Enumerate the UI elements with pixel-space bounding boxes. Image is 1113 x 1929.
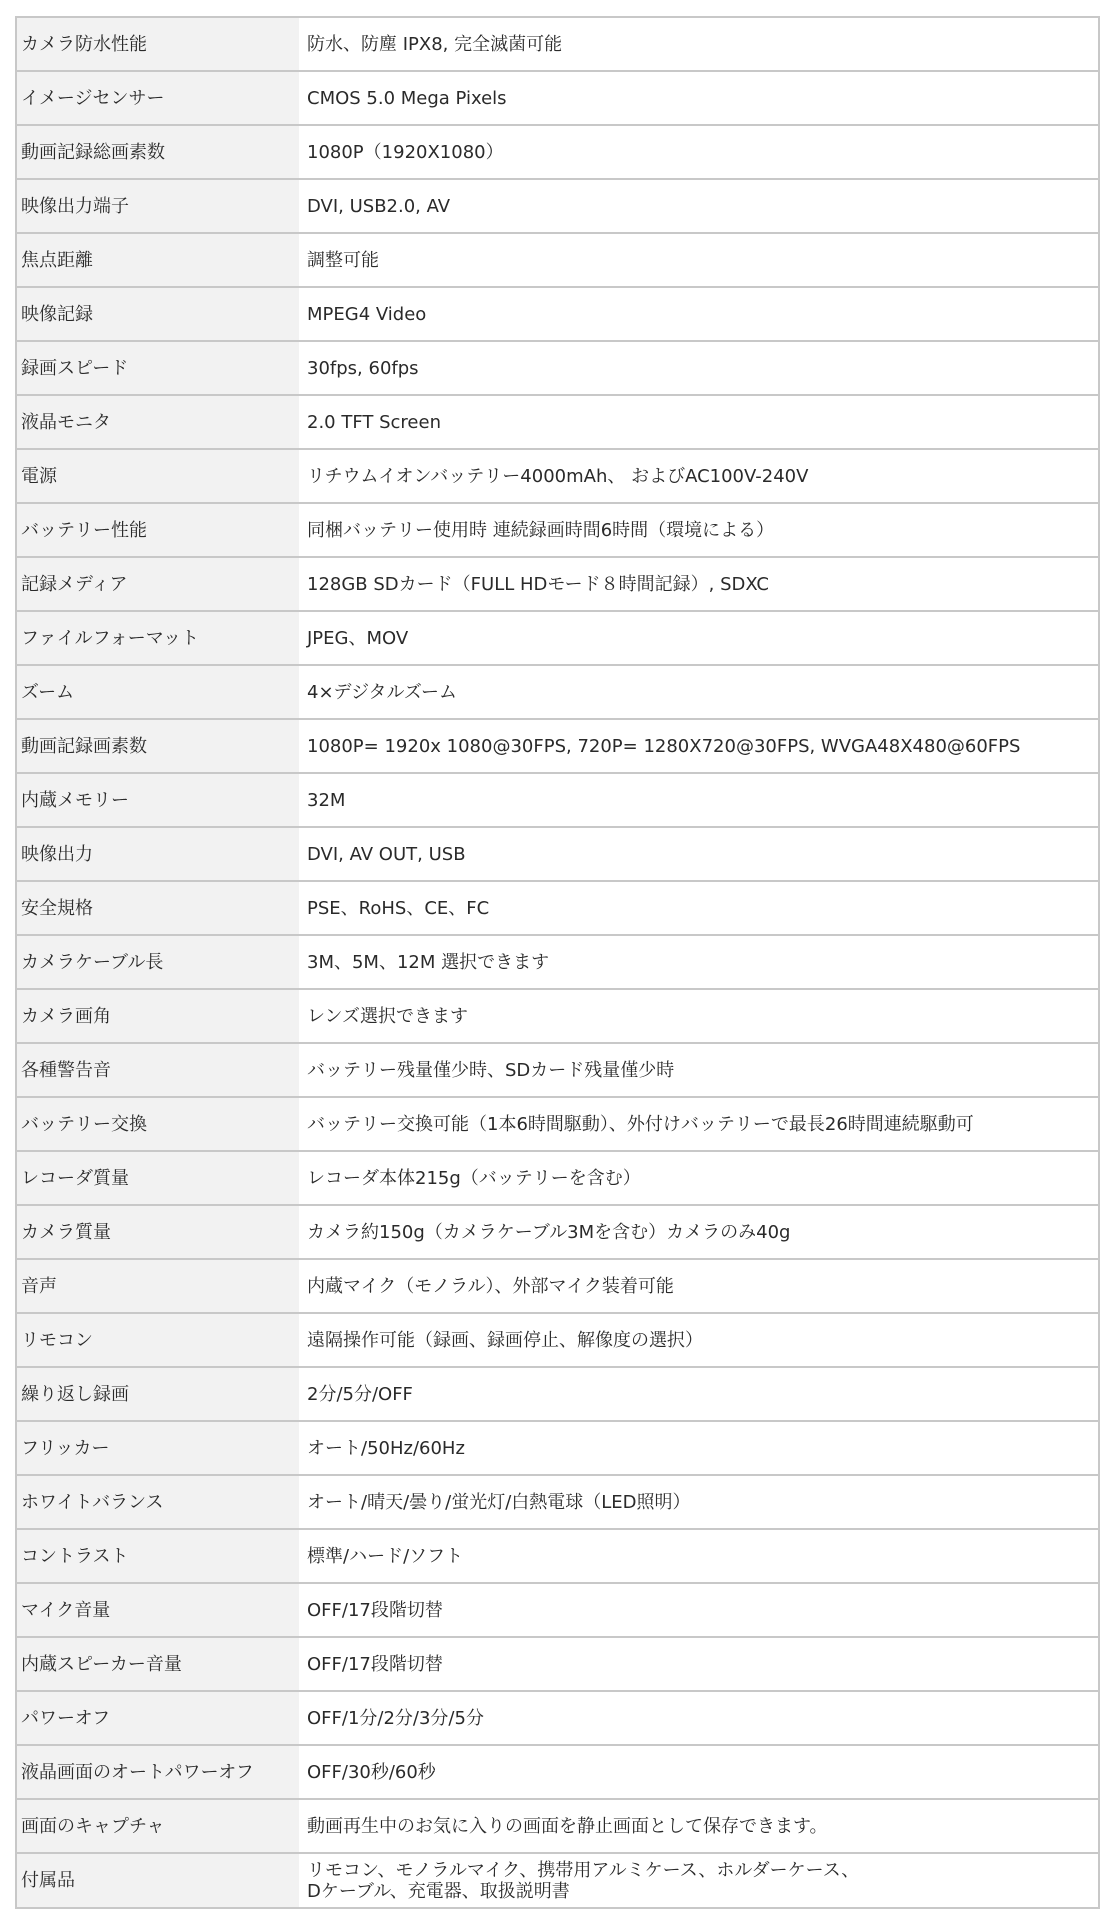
spec-table [15,16,1100,1909]
spec-value: OFF/1分/2分/3分/5分 [299,1691,1099,1745]
spec-label: 映像出力 [16,827,299,881]
spec-label: ホワイトバランス [16,1475,299,1529]
spec-label: 電源 [16,449,299,503]
table-row [16,1691,1099,1745]
table-row [16,557,1099,611]
spec-value: レコーダ本体215g（バッテリーを含む） [299,1151,1099,1205]
spec-label: カメラ画角 [16,989,299,1043]
spec-value-line: Dケーブル、充電器、取扱説明書 [307,1880,570,1902]
table-row [16,287,1099,341]
table-row [16,179,1099,233]
spec-value: OFF/17段階切替 [299,1637,1099,1691]
table-row [16,1421,1099,1475]
table-row [16,341,1099,395]
spec-value: DVI, AV OUT, USB [299,827,1099,881]
spec-value: PSE、RoHS、CE、FC [299,881,1099,935]
spec-value: OFF/17段階切替 [299,1583,1099,1637]
spec-label: 焦点距離 [16,233,299,287]
table-row [16,1529,1099,1583]
spec-label: 動画記録画素数 [16,719,299,773]
spec-label: 映像記録 [16,287,299,341]
spec-value: DVI, USB2.0, AV [299,179,1099,233]
spec-value: 動画再生中のお気に入りの画面を静止画面として保存できます。 [299,1799,1099,1853]
table-row [16,1151,1099,1205]
table-row [16,827,1099,881]
table-row [16,881,1099,935]
spec-value: レンズ選択できます [299,989,1099,1043]
spec-label: リモコン [16,1313,299,1367]
spec-value: オート/50Hz/60Hz [299,1421,1099,1475]
spec-value: 2分/5分/OFF [299,1367,1099,1421]
spec-table-body [16,17,1099,1908]
table-row [16,1799,1099,1853]
spec-value: 1080P（1920X1080） [299,125,1099,179]
spec-label: 動画記録総画素数 [16,125,299,179]
table-row [16,1637,1099,1691]
spec-label: 記録メディア [16,557,299,611]
spec-value: 内蔵マイク（モノラル）、外部マイク装着可能 [299,1259,1099,1313]
spec-value: 同梱バッテリー使用時 連続録画時間6時間（環境による） [299,503,1099,557]
table-row [16,665,1099,719]
table-row [16,1259,1099,1313]
spec-label: 録画スピード [16,341,299,395]
table-row [16,1853,1099,1908]
table-row [16,1313,1099,1367]
spec-value: リチウムイオンバッテリー4000mAh、 およびAC100V-240V [299,449,1099,503]
spec-value: 30fps, 60fps [299,341,1099,395]
spec-value: 4×デジタルズーム [299,665,1099,719]
spec-value: 3M、5M、12M 選択できます [299,935,1099,989]
spec-label: 各種警告音 [16,1043,299,1097]
table-row [16,1745,1099,1799]
spec-value: OFF/30秒/60秒 [299,1745,1099,1799]
spec-value: 32M [299,773,1099,827]
spec-label: 安全規格 [16,881,299,935]
spec-value: 遠隔操作可能（録画、録画停止、解像度の選択） [299,1313,1099,1367]
table-row [16,1583,1099,1637]
spec-label: ズーム [16,665,299,719]
table-row [16,719,1099,773]
spec-value: オート/晴天/曇り/蛍光灯/白熱電球（LED照明） [299,1475,1099,1529]
table-row [16,233,1099,287]
spec-value: バッテリー残量僅少時、SDカード残量僅少時 [299,1043,1099,1097]
table-row [16,395,1099,449]
spec-label: 画面のキャプチャ [16,1799,299,1853]
spec-label: 付属品 [16,1853,299,1908]
table-row [16,773,1099,827]
spec-value: CMOS 5.0 Mega Pixels [299,71,1099,125]
table-row [16,503,1099,557]
table-row [16,989,1099,1043]
spec-value: バッテリー交換可能（1本6時間駆動）、外付けバッテリーで最長26時間連続駆動可 [299,1097,1099,1151]
spec-value [299,1853,1099,1908]
table-row [16,1097,1099,1151]
spec-value: 1080P= 1920x 1080@30FPS, 720P= 1280X720@30FPS, WVGA48X480@60FPS [299,719,1099,773]
table-row [16,71,1099,125]
table-row [16,1367,1099,1421]
spec-label: カメラ質量 [16,1205,299,1259]
spec-label: 内蔵メモリー [16,773,299,827]
spec-label: 内蔵スピーカー音量 [16,1637,299,1691]
spec-label: バッテリー性能 [16,503,299,557]
table-row [16,1205,1099,1259]
spec-value: 標準/ハード/ソフト [299,1529,1099,1583]
spec-value: カメラ約150g（カメラケーブル3Mを含む）カメラのみ40g [299,1205,1099,1259]
table-row [16,1475,1099,1529]
spec-value: 防水、防塵 IPX8, 完全滅菌可能 [299,17,1099,71]
spec-label: コントラスト [16,1529,299,1583]
spec-label: 液晶画面のオートパワーオフ [16,1745,299,1799]
spec-label: バッテリー交換 [16,1097,299,1151]
table-row [16,125,1099,179]
spec-label: 映像出力端子 [16,179,299,233]
spec-label: 音声 [16,1259,299,1313]
spec-value: MPEG4 Video [299,287,1099,341]
table-row [16,449,1099,503]
spec-value: JPEG、MOV [299,611,1099,665]
spec-label: レコーダ質量 [16,1151,299,1205]
spec-value: 2.0 TFT Screen [299,395,1099,449]
spec-label: フリッカー [16,1421,299,1475]
spec-label: ファイルフォーマット [16,611,299,665]
spec-label: イメージセンサー [16,71,299,125]
spec-label: パワーオフ [16,1691,299,1745]
spec-value: 128GB SDカード（FULL HDモード８時間記録）, SDXC [299,557,1099,611]
table-row [16,17,1099,71]
spec-label: マイク音量 [16,1583,299,1637]
spec-label: 繰り返し録画 [16,1367,299,1421]
spec-label: 液晶モニタ [16,395,299,449]
table-row [16,611,1099,665]
spec-value: 調整可能 [299,233,1099,287]
spec-label: カメラケーブル長 [16,935,299,989]
table-row [16,1043,1099,1097]
spec-value-line: リモコン、モノラルマイク、携帯用アルミケース、ホルダーケース、 [307,1859,860,1881]
spec-label: カメラ防水性能 [16,17,299,71]
table-row [16,935,1099,989]
